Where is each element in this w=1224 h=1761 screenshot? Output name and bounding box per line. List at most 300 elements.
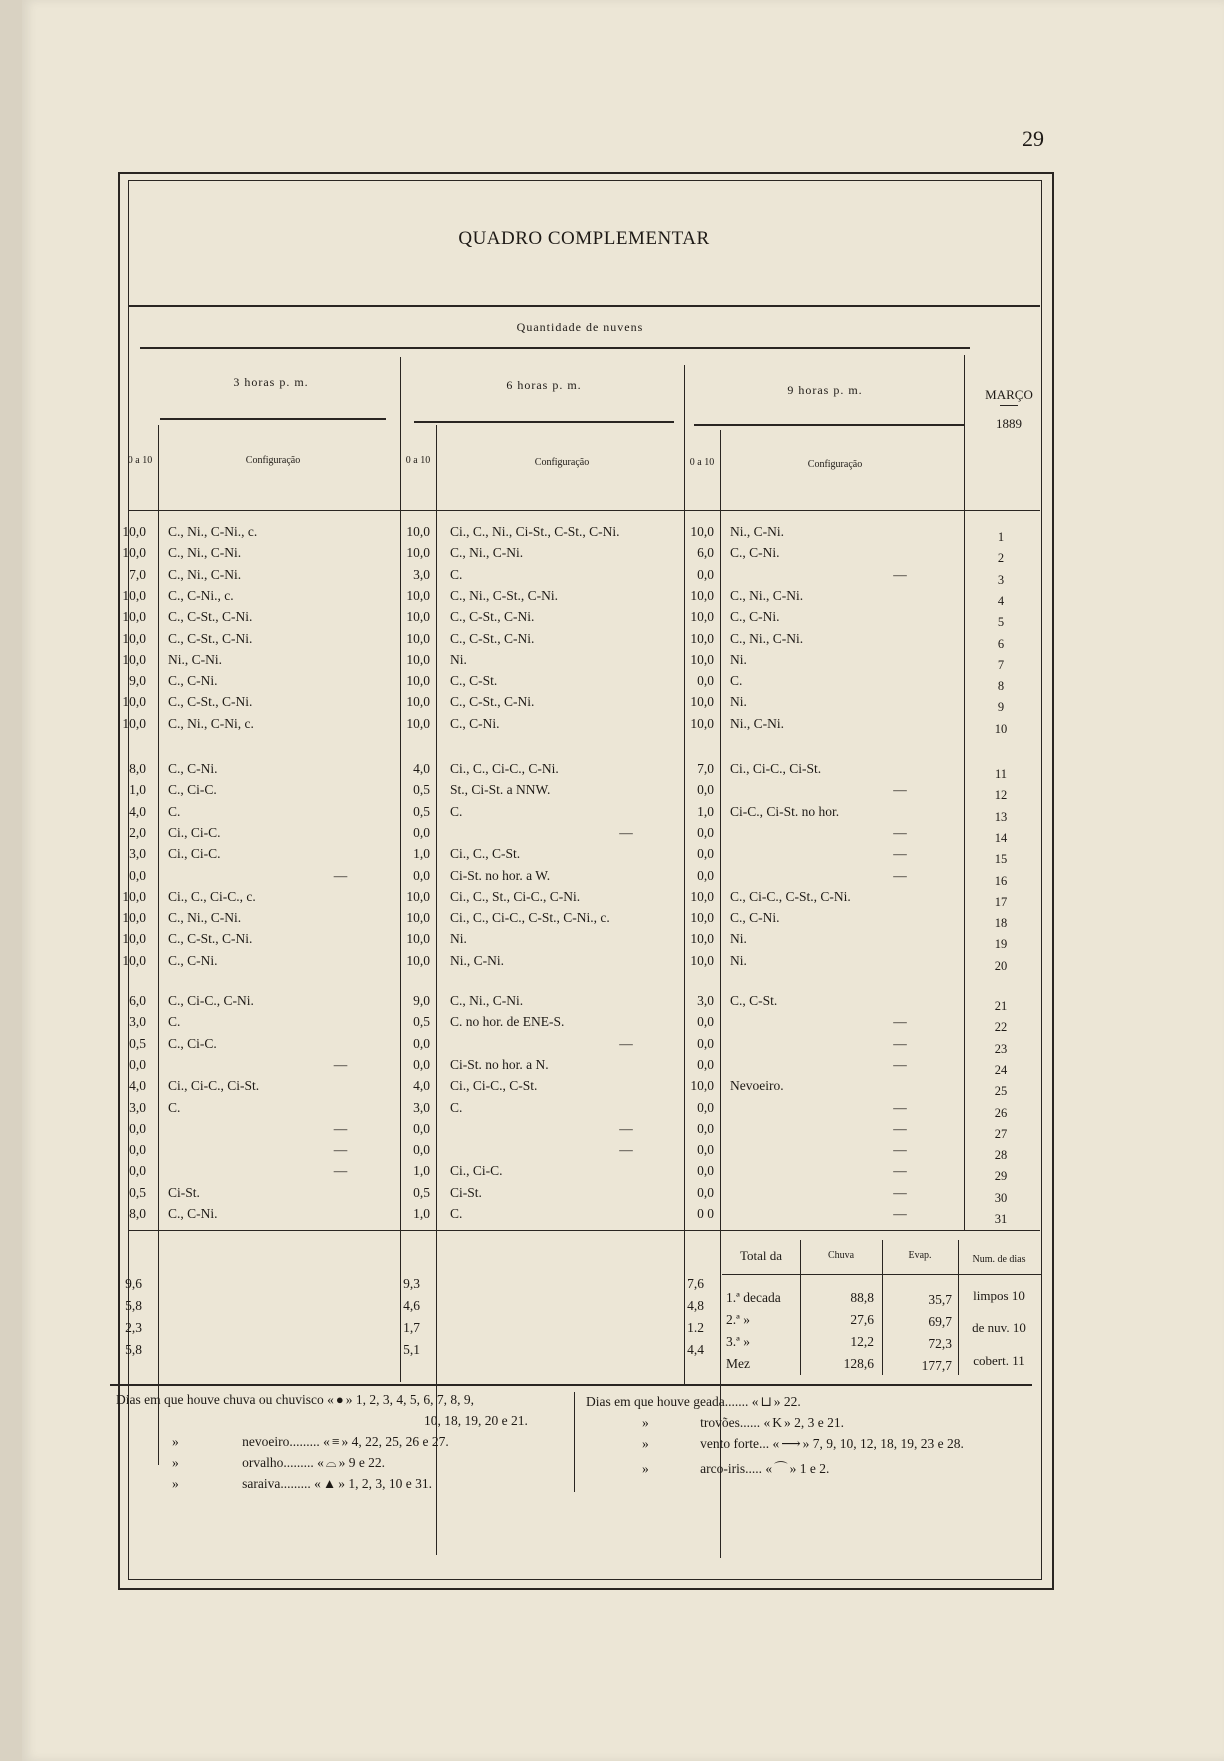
cell-day: 28 [994, 1148, 1008, 1163]
cell-config-6pm: C., C-Ni. [450, 715, 500, 731]
divider-3pm-val [158, 425, 159, 1465]
cell-day: 30 [994, 1190, 1008, 1205]
legend-top-rule [110, 1384, 1032, 1386]
cell-config-6pm: Ci-St. [450, 1184, 482, 1200]
cell-cloud-6pm: 10,0 [406, 888, 430, 904]
period-header-9pm: 9 horas p. m. [787, 383, 863, 397]
summary-cloud-3pm: 5,8 [125, 1298, 142, 1313]
legend-wind-label: vento forte... [700, 1436, 770, 1451]
summary-cloud-3pm: 5,8 [125, 1342, 142, 1357]
cell-config-9pm: C., C-Ni. [730, 609, 780, 625]
group-header: Quantidade de nuvens [516, 320, 644, 334]
summary-period-label: 2.ª » [726, 1312, 750, 1327]
cell-config-3pm: C., Ci-C., C-Ni. [168, 993, 254, 1008]
cell-config-3pm: C., C-Ni. [168, 1206, 218, 1221]
cell-cloud-6pm: 10,0 [406, 931, 430, 947]
period-rule-3pm [160, 418, 386, 420]
cell-config-6pm: C., Ni., C-St., C-Ni. [450, 587, 559, 603]
month-label: MARÇO [985, 387, 1033, 402]
cell-config-6pm: St., Ci-St. a NNW. [450, 782, 551, 798]
cell-day: 31 [994, 1212, 1008, 1226]
cell-config-6pm: Ci., Ci-C. [450, 1163, 503, 1179]
cell-config-3pm: C., C-Ni. [168, 952, 218, 968]
legend-dew: » orvalho......... « ⌓ » 9 e 22. [172, 1455, 386, 1470]
cell-day: 4 [997, 593, 1005, 608]
cell-cloud-6pm: 0,5 [413, 1184, 430, 1200]
cell-cloud-9pm: 0,0 [697, 782, 714, 798]
summary-header-rule [722, 1274, 1042, 1275]
legend-rain-label: Dias em que houve chuva ou chuvisco [116, 1392, 324, 1407]
cell-cloud-3pm: 10,0 [122, 694, 146, 710]
cell-config-6pm: Ci-St. no hor. a N. [450, 1056, 549, 1072]
header-bottom-rule [128, 510, 1040, 511]
cell-config-3pm: — [333, 867, 348, 883]
cell-cloud-9pm: 0,0 [697, 566, 714, 582]
cell-config-6pm: Ci., C., C-St. [450, 846, 521, 862]
cell-cloud-6pm: 10,0 [406, 651, 430, 667]
thunder-icon: K [772, 1415, 782, 1430]
cell-day: 10 [994, 721, 1008, 736]
cell-config-9pm: — [893, 566, 907, 582]
summary-cloud-6pm: 5,1 [403, 1342, 420, 1357]
cell-config-3pm: C., Ci-C. [168, 782, 217, 798]
cell-config-6pm: C., C-St., C-Ni. [450, 609, 535, 625]
cell-config-6pm: C., C-St., C-Ni. [450, 694, 535, 710]
cell-cloud-3pm: 6,0 [129, 993, 146, 1008]
cell-cloud-9pm: 0,0 [697, 1014, 714, 1030]
period-header-3pm: 3 horas p. m. [233, 375, 309, 389]
summary-dias-cobert: cobert. 11 [973, 1353, 1025, 1368]
cell-config-9pm: — [893, 1163, 907, 1179]
cell-day: 3 [997, 572, 1005, 587]
rain-dot-icon: ● [335, 1392, 344, 1407]
cell-day: 16 [994, 873, 1008, 888]
summary-evap-value: 35,7 [928, 1292, 952, 1307]
summary-chuva-value: 88,8 [850, 1290, 874, 1305]
cell-cloud-9pm: 0,0 [697, 673, 714, 689]
cell-config-6pm: C. no hor. de ENE-S. [450, 1014, 565, 1030]
cell-cloud-6pm: 0,5 [413, 1014, 430, 1030]
summary-cloud-6pm: 9,3 [403, 1276, 420, 1291]
col-config-3pm: Configuração [245, 455, 301, 466]
legend-dew-days: 9 e 22. [348, 1455, 386, 1470]
cell-config-3pm: — [333, 1163, 348, 1179]
cell-config-9pm: C., Ci-C., C-St., C-Ni. [730, 888, 851, 904]
cell-day: 5 [997, 615, 1005, 630]
cell-config-9pm: Ci., Ci-C., Ci-St. [730, 761, 822, 776]
cell-cloud-9pm: 0,0 [697, 1035, 714, 1051]
cell-config-6pm: C. [450, 566, 463, 582]
cell-config-9pm: Ni., C-Ni. [730, 524, 784, 539]
cell-cloud-9pm: 10,0 [690, 524, 714, 539]
cell-cloud-9pm: 10,0 [690, 952, 714, 968]
cell-cloud-3pm: 3,0 [129, 846, 146, 862]
cell-config-9pm: C. [730, 673, 743, 689]
legend-hail-label: saraiva......... [242, 1476, 311, 1491]
cell-config-6pm: Ci., C., Ci-C., C-Ni. [450, 761, 559, 776]
cell-cloud-6pm: 0,0 [413, 867, 430, 883]
cell-config-3pm: C., C-Ni., c. [168, 587, 234, 603]
cell-config-6pm: Ci-St. no hor. a W. [450, 867, 551, 883]
cell-cloud-9pm: 10,0 [690, 888, 714, 904]
wind-icon: ⟶ [781, 1436, 801, 1451]
cell-cloud-6pm: 1,0 [413, 1163, 430, 1179]
cell-config-9pm: Nevoeiro. [730, 1078, 784, 1094]
cell-cloud-3pm: 0,5 [129, 1184, 146, 1200]
cell-cloud-6pm: 3,0 [413, 1099, 430, 1115]
cell-config-3pm: C., Ni., C-Ni., c. [168, 524, 258, 539]
summary-chuva-header: Chuva [827, 1250, 855, 1261]
cell-cloud-9pm: 0,0 [697, 1184, 714, 1200]
cell-cloud-3pm: 9,0 [129, 673, 146, 689]
cell-cloud-3pm: 0,0 [129, 1163, 146, 1179]
cell-config-3pm: — [333, 1142, 348, 1158]
cell-day: 12 [994, 788, 1008, 803]
cell-cloud-9pm: 7,0 [697, 761, 714, 776]
cell-cloud-6pm: 4,0 [413, 761, 430, 776]
cell-config-9pm: — [893, 1035, 907, 1051]
summary-evap-value: 69,7 [928, 1314, 952, 1329]
cell-config-6pm: Ni. [450, 651, 467, 667]
cell-cloud-3pm: 10,0 [122, 910, 146, 926]
cell-cloud-3pm: 8,0 [129, 761, 146, 776]
cell-cloud-6pm: 1,0 [413, 846, 430, 862]
cell-config-3pm: C., C-St., C-Ni. [168, 630, 253, 646]
cell-cloud-9pm: 6,0 [697, 545, 714, 561]
cell-config-3pm: Ci., C., Ci-C., c. [168, 888, 256, 904]
cell-cloud-3pm: 0,0 [129, 1056, 146, 1072]
cell-cloud-9pm: 0,0 [697, 1142, 714, 1158]
col-config-6pm: Configuração [534, 457, 590, 468]
rainbow-icon: ⌒ [774, 1461, 788, 1476]
cell-config-9pm: Ni. [730, 952, 747, 968]
cell-cloud-9pm: 0,0 [697, 1120, 714, 1136]
cell-day: 23 [994, 1041, 1008, 1056]
summary-evap-value: 72,3 [928, 1336, 952, 1351]
cell-config-9pm: — [893, 867, 907, 883]
cell-config-9pm: — [893, 1056, 907, 1072]
cell-cloud-3pm: 4,0 [129, 1078, 146, 1094]
cell-cloud-6pm: 0,0 [413, 824, 430, 840]
cell-cloud-3pm: 10,0 [122, 524, 146, 539]
summary-evap-value: 177,7 [921, 1358, 952, 1373]
cell-cloud-3pm: 8,0 [129, 1206, 146, 1221]
cell-day: 18 [994, 916, 1008, 931]
cell-config-3pm: Ni., C-Ni. [168, 651, 222, 667]
cell-config-6pm: C., Ni., C-Ni. [450, 545, 524, 561]
summary-cloud-9pm: 1.2 [687, 1320, 704, 1335]
cell-day: 7 [997, 657, 1005, 672]
cell-cloud-3pm: 10,0 [122, 545, 146, 561]
cell-cloud-9pm: 10,0 [690, 651, 714, 667]
cell-cloud-3pm: 4,0 [129, 803, 146, 819]
cell-config-6pm: C. [450, 803, 463, 819]
cell-config-6pm: Ci., C., St., Ci-C., C-Ni. [450, 888, 581, 904]
legend-rain-days-cont: 10, 18, 19, 20 e 21. [424, 1413, 528, 1428]
legend-rain: Dias em que houve chuva ou chuvisco « ● » 1, 2, 3, 4, 5, 6, 7, 8, 9, [116, 1392, 474, 1407]
cell-cloud-6pm: 10,0 [406, 673, 430, 689]
cell-cloud-3pm: 10,0 [122, 715, 146, 731]
legend-hail: » saraiva......... « ▲ » 1, 2, 3, 10 e 31. [172, 1476, 432, 1491]
cell-config-9pm: — [893, 1142, 907, 1158]
cell-day: 6 [997, 636, 1005, 651]
summary-dias-nuvens: de nuv. 10 [972, 1320, 1026, 1335]
cell-config-6pm: C., C-St. [450, 673, 498, 689]
cell-cloud-3pm: 3,0 [129, 1014, 146, 1030]
cell-config-3pm: Ci-St. [168, 1184, 200, 1200]
hail-icon: ▲ [322, 1476, 337, 1491]
cell-config-6pm: Ni. [450, 931, 467, 947]
period-rule-6pm [414, 421, 674, 423]
cell-cloud-6pm: 10,0 [406, 524, 430, 539]
summary-total-header: Total da [739, 1248, 783, 1263]
cell-cloud-6pm: 10,0 [406, 952, 430, 968]
col-config-9pm: Configuração [807, 459, 863, 470]
cell-day: 27 [994, 1126, 1008, 1141]
summary-chuva-value: 27,6 [850, 1312, 874, 1327]
legend-frost: Dias em que houve geada....... « ⊔ » 22. [586, 1394, 801, 1409]
cell-cloud-3pm: 1,0 [129, 782, 146, 798]
cell-cloud-6pm: 3,0 [413, 566, 430, 582]
cell-config-3pm: C. [168, 1014, 181, 1030]
cell-config-3pm: C., Ni., C-Ni. [168, 566, 242, 582]
summary-cloud-6pm: 4,6 [403, 1298, 420, 1313]
cell-cloud-9pm: 0,0 [697, 824, 714, 840]
cell-cloud-9pm: 10,0 [690, 910, 714, 926]
cell-day: 2 [997, 551, 1005, 566]
legend-wind-days: 7, 9, 10, 12, 18, 19, 23 e 28. [812, 1436, 964, 1451]
legend-fog-days: 4, 22, 25, 26 e 27. [351, 1434, 449, 1449]
group-header-rule [140, 347, 970, 349]
cell-config-6pm: Ci., Ci-C., C-St. [450, 1078, 538, 1094]
legend-thunder: » trovões...... « K » 2, 3 e 21. [642, 1415, 844, 1430]
cell-cloud-9pm: 10,0 [690, 1078, 714, 1094]
cell-cloud-3pm: 10,0 [122, 651, 146, 667]
table-title: QUADRO COMPLEMENTAR [458, 228, 710, 249]
cell-day: 19 [994, 937, 1008, 952]
cell-config-6pm: Ci., C., Ci-C., C-St., C-Ni., c. [450, 910, 610, 926]
cell-config-9pm: — [893, 824, 907, 840]
cell-cloud-9pm: 10,0 [690, 694, 714, 710]
cell-cloud-3pm: 0,0 [129, 1142, 146, 1158]
cell-day: 20 [994, 958, 1008, 973]
cell-cloud-3pm: 3,0 [129, 1099, 146, 1115]
cell-config-9pm: C., Ni., C-Ni. [730, 587, 804, 603]
cell-cloud-9pm: 10,0 [690, 630, 714, 646]
cell-day: 22 [994, 1020, 1008, 1035]
period-header-6pm: 6 horas p. m. [506, 378, 582, 392]
cell-config-9pm: C., C-Ni. [730, 545, 780, 561]
cell-config-9pm: Ni., C-Ni. [730, 715, 784, 731]
summary-period-label: Mez [726, 1356, 750, 1371]
divider-9pm-val [720, 430, 721, 1558]
period-rule-9pm [694, 424, 964, 426]
frost-icon: ⊔ [760, 1394, 772, 1409]
cell-day: 21 [994, 999, 1008, 1013]
cell-config-3pm: C., C-Ni. [168, 761, 218, 776]
legend-fog: » nevoeiro......... « ≡ » 4, 22, 25, 26 e 27. [172, 1434, 449, 1449]
summary-cloud-9pm: 7,6 [687, 1276, 704, 1291]
cell-cloud-6pm: 10,0 [406, 630, 430, 646]
cell-day: 17 [994, 894, 1008, 909]
cell-cloud-9pm: 0,0 [697, 1056, 714, 1072]
cell-config-3pm: C., Ni., C-Ni, c. [168, 715, 254, 731]
col-scale-9pm: 0 a 10 [689, 457, 715, 468]
cell-cloud-6pm: 0,5 [413, 803, 430, 819]
cell-config-3pm: C., Ni., C-Ni. [168, 545, 242, 561]
cell-cloud-3pm: 0,5 [129, 1035, 146, 1051]
summary-period-label: 1.ª decada [726, 1290, 781, 1305]
cell-cloud-9pm: 0 0 [697, 1206, 714, 1221]
legend-rainbow: » arco-iris..... « ⌒ » 1 e 2. [642, 1457, 829, 1477]
cell-cloud-6pm: 0,0 [413, 1056, 430, 1072]
cell-config-3pm: — [333, 1056, 348, 1072]
cell-cloud-6pm: 0,0 [413, 1142, 430, 1158]
cell-config-6pm: Ni., C-Ni. [450, 952, 504, 968]
cell-cloud-6pm: 10,0 [406, 910, 430, 926]
cell-cloud-6pm: 10,0 [406, 587, 430, 603]
cell-config-3pm: C., Ci-C. [168, 1035, 217, 1051]
cell-config-6pm: C. [450, 1206, 463, 1221]
cell-config-6pm: — [619, 824, 633, 840]
cell-day: 8 [997, 679, 1005, 694]
summary-top-rule [128, 1230, 1040, 1231]
cell-cloud-9pm: 0,0 [697, 846, 714, 862]
cell-config-3pm: C. [168, 1099, 181, 1115]
cell-cloud-6pm: 10,0 [406, 545, 430, 561]
cell-config-9pm: C., C-St. [730, 993, 778, 1008]
legend-fog-label: nevoeiro......... [242, 1434, 320, 1449]
cell-config-6pm: — [619, 1035, 633, 1051]
cell-cloud-9pm: 10,0 [690, 609, 714, 625]
cell-config-9pm: — [893, 846, 907, 862]
cell-cloud-6pm: 10,0 [406, 694, 430, 710]
cell-config-9pm: Ni. [730, 694, 747, 710]
cell-config-3pm: Ci., Ci-C., Ci-St. [168, 1078, 260, 1094]
cell-config-9pm: — [893, 1120, 907, 1136]
cell-config-3pm: C., Ni., C-Ni. [168, 910, 242, 926]
cell-config-9pm: Ni. [730, 651, 747, 667]
cell-config-9pm: — [893, 1184, 907, 1200]
cell-cloud-3pm: 7,0 [129, 566, 146, 582]
year-label: 1889 [996, 416, 1022, 431]
summary-chuva-value: 128,6 [843, 1356, 874, 1371]
cell-cloud-6pm: 0,0 [413, 1120, 430, 1136]
legend-rainbow-days: 1 e 2. [799, 1461, 830, 1476]
summary-dias-limpos: limpos 10 [973, 1288, 1025, 1303]
cell-day: 14 [994, 830, 1008, 845]
cell-cloud-9pm: 10,0 [690, 931, 714, 947]
cell-cloud-3pm: 10,0 [122, 587, 146, 603]
cell-cloud-3pm: 10,0 [122, 888, 146, 904]
cell-cloud-3pm: 10,0 [122, 630, 146, 646]
cell-config-9pm: C., Ni., C-Ni. [730, 630, 804, 646]
cell-config-3pm: C., C-St., C-Ni. [168, 931, 253, 947]
cell-cloud-6pm: 10,0 [406, 609, 430, 625]
cell-config-6pm: C., Ni., C-Ni. [450, 993, 524, 1008]
summary-cloud-9pm: 4,4 [687, 1342, 704, 1357]
cell-cloud-9pm: 10,0 [690, 587, 714, 603]
cell-config-3pm: — [333, 1120, 348, 1136]
cell-config-6pm: — [619, 1142, 633, 1158]
legend-divider [574, 1392, 575, 1492]
cell-config-6pm: C. [450, 1099, 463, 1115]
cell-config-9pm: — [893, 1099, 907, 1115]
cell-cloud-9pm: 0,0 [697, 867, 714, 883]
cell-config-9pm: — [893, 1014, 907, 1030]
cell-config-3pm: C., C-St., C-Ni. [168, 609, 253, 625]
cell-cloud-9pm: 3,0 [697, 993, 714, 1008]
cell-config-3pm: Ci., Ci-C. [168, 824, 221, 840]
cell-day: 24 [994, 1062, 1008, 1077]
legend-frost-days: 22. [783, 1394, 801, 1409]
cell-cloud-3pm: 10,0 [122, 609, 146, 625]
legend-dew-label: orvalho......... [242, 1455, 314, 1470]
cell-cloud-3pm: 0,0 [129, 1120, 146, 1136]
summary-period-label: 3.ª » [726, 1334, 750, 1349]
summary-evap-header: Evap. [908, 1250, 932, 1261]
summary-cloud-3pm: 9,6 [125, 1276, 142, 1291]
cell-day: 26 [994, 1105, 1008, 1120]
summary-cloud-9pm: 4,8 [687, 1298, 704, 1313]
title-rule [128, 305, 1040, 307]
cell-day: 1 [997, 530, 1005, 544]
cell-day: 9 [997, 700, 1005, 715]
cell-cloud-6pm: 0,0 [413, 1035, 430, 1051]
cell-cloud-3pm: 2,0 [129, 824, 146, 840]
col-scale-6pm: 0 a 10 [405, 455, 431, 466]
cell-cloud-6pm: 10,0 [406, 715, 430, 731]
cell-day: 13 [994, 809, 1008, 824]
cell-cloud-9pm: 1,0 [697, 803, 714, 819]
cell-config-9pm: — [893, 1206, 907, 1221]
summary-cloud-3pm: 2,3 [125, 1320, 142, 1335]
cell-config-9pm: Ci-C., Ci-St. no hor. [730, 803, 840, 819]
legend-hail-days: 1, 2, 3, 10 e 31. [348, 1476, 432, 1491]
legend-rain-days: 1, 2, 3, 4, 5, 6, 7, 8, 9, [355, 1392, 474, 1407]
month-rule [1000, 405, 1018, 406]
cell-config-6pm: Ci., C., Ni., Ci-St., C-St., C-Ni. [450, 524, 620, 539]
cell-cloud-9pm: 10,0 [690, 715, 714, 731]
cell-cloud-9pm: 0,0 [697, 1099, 714, 1115]
page-number: 29 [1022, 126, 1044, 151]
summary-dias-header: Num. de dias [972, 1254, 1026, 1265]
cell-day: 29 [994, 1169, 1008, 1184]
cell-config-9pm: C., C-Ni. [730, 910, 780, 926]
cell-cloud-3pm: 0,0 [129, 867, 146, 883]
fog-icon: ≡ [331, 1434, 340, 1449]
cell-config-9pm: Ni. [730, 931, 747, 947]
cell-config-6pm: — [619, 1120, 633, 1136]
cell-cloud-3pm: 10,0 [122, 931, 146, 947]
legend-thunder-label: trovões...... [700, 1415, 761, 1430]
summary-cloud-6pm: 1,7 [403, 1320, 420, 1335]
cell-config-3pm: C., C-St., C-Ni. [168, 694, 253, 710]
legend-wind: » vento forte... « ⟶ » 7, 9, 10, 12, 18, 19, 23 e 28. [642, 1436, 964, 1451]
cell-config-6pm: C., C-St., C-Ni. [450, 630, 535, 646]
cell-config-3pm: C., C-Ni. [168, 673, 218, 689]
cell-day: 11 [994, 767, 1008, 781]
dew-icon: ⌓ [325, 1455, 337, 1470]
cell-cloud-6pm: 9,0 [413, 993, 430, 1008]
cell-cloud-3pm: 10,0 [122, 952, 146, 968]
cell-config-3pm: Ci., Ci-C. [168, 846, 221, 862]
cell-cloud-6pm: 1,0 [413, 1206, 430, 1221]
legend-rainbow-label: arco-iris..... [700, 1461, 762, 1476]
cell-cloud-6pm: 0,5 [413, 782, 430, 798]
cell-config-3pm: C. [168, 803, 181, 819]
cell-config-9pm: — [893, 782, 907, 798]
